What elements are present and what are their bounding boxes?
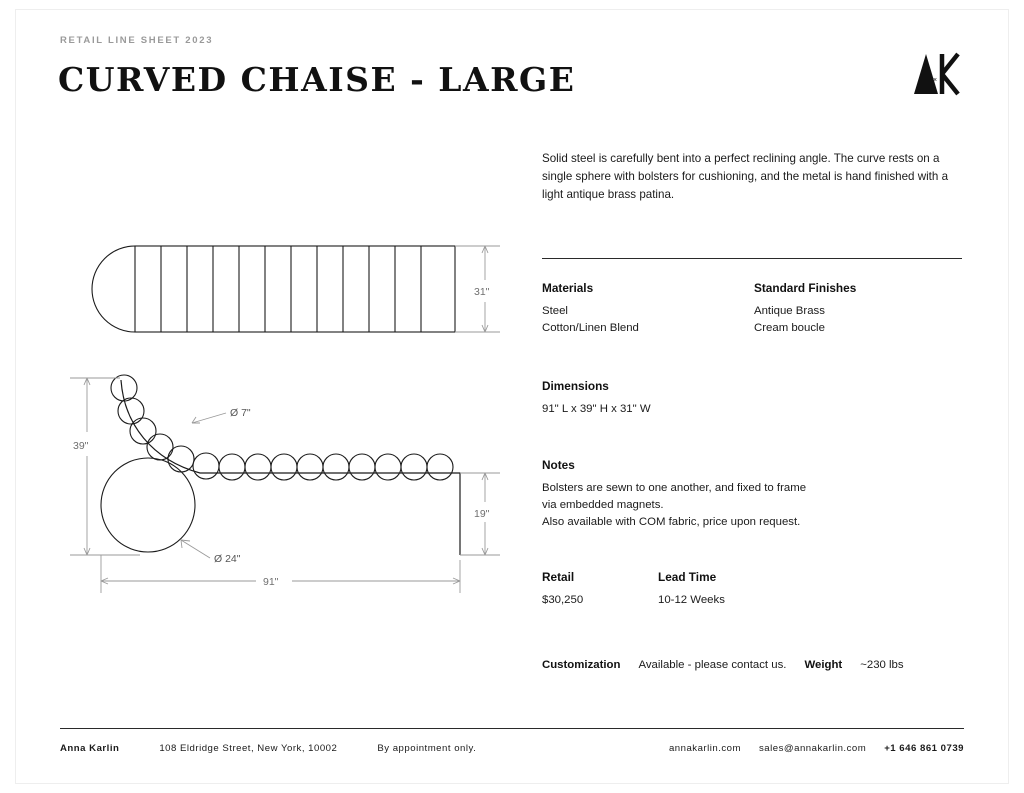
bolster-dia-leader — [192, 413, 226, 423]
eyebrow-label: RETAIL LINE SHEET 2023 — [60, 35, 214, 46]
side-height-label: 39" — [73, 440, 89, 452]
retail-heading: Retail — [542, 569, 575, 584]
side-height-dimension — [70, 378, 140, 555]
retail-value: $30,250 — [542, 593, 584, 606]
divider-materials — [542, 258, 962, 259]
weight-heading: Weight — [804, 658, 843, 671]
top-view-width-label: 31" — [474, 286, 490, 298]
side-view — [101, 375, 460, 555]
footer-email[interactable]: sales@annakarlin.com — [759, 743, 867, 754]
lead-time-value: 10-12 Weeks — [658, 593, 725, 606]
materials-heading: Materials — [542, 280, 594, 295]
lead-time-block — [658, 570, 725, 609]
weight-value: ~230 lbs — [860, 658, 904, 671]
retail-lead-row — [542, 570, 962, 609]
top-view — [92, 246, 455, 332]
footer-appointment: By appointment only. — [377, 743, 477, 754]
materials-line-2: Cotton/Linen Blend — [542, 322, 639, 335]
sheet-surface — [16, 10, 1008, 783]
footer — [60, 743, 964, 754]
dimensions-value: 91" L x 39" H x 31" W — [542, 403, 651, 416]
customization-heading: Customization — [542, 658, 621, 671]
bolster-dia-label: Ø 7" — [230, 407, 251, 419]
footer-website[interactable]: annakarlin.com — [668, 743, 741, 754]
footer-phone: +1 646 861 0739 — [884, 743, 964, 754]
notes-line-2: via embedded magnets. — [542, 499, 664, 512]
materials-line-1: Steel — [542, 304, 568, 317]
product-description: Solid steel is carefully bent into a perfect reclining angle. The curve rests on a single sphere with bolsters for cushioning, and the metal is hand finished with a light antique brass patina. — [542, 152, 949, 201]
technical-drawing — [60, 210, 520, 630]
side-length-dimension — [101, 555, 460, 593]
finishes-line-2: Cream boucle — [754, 322, 825, 335]
sphere-dia-label: Ø 24" — [214, 553, 241, 565]
sphere-dia-leader — [181, 540, 210, 558]
svg-text:×: × — [933, 77, 938, 84]
retail-block — [542, 570, 658, 609]
customization-value: Available - please contact us. — [638, 658, 787, 671]
finishes-heading: Standard Finishes — [754, 280, 857, 295]
lead-time-heading: Lead Time — [658, 569, 717, 584]
footer-divider — [60, 728, 964, 729]
footer-brand: Anna Karlin — [60, 743, 120, 754]
footer-address: 108 Eldridge Street, New York, 10002 — [159, 743, 338, 754]
notes-line-1: Bolsters are sewn to one another, and fixed to frame — [542, 482, 807, 495]
dimensions-block — [542, 379, 962, 418]
notes-block — [542, 458, 962, 531]
notes-heading: Notes — [542, 458, 575, 473]
anna-karlin-logo — [902, 48, 964, 96]
customization-weight-row — [542, 659, 962, 671]
notes-line-3: Also available with COM fabric, price upon request. — [542, 516, 801, 529]
page-title: CURVED CHAISE - LARGE — [58, 60, 576, 99]
finishes-line-1: Antique Brass — [754, 304, 825, 317]
seat-height-label: 19" — [474, 508, 490, 520]
spec-column — [542, 150, 962, 671]
dimensions-heading: Dimensions — [542, 379, 609, 394]
side-length-label: 91" — [263, 576, 279, 588]
finishes-block — [754, 281, 856, 337]
materials-block — [542, 281, 754, 337]
materials-finishes-row — [542, 281, 962, 337]
